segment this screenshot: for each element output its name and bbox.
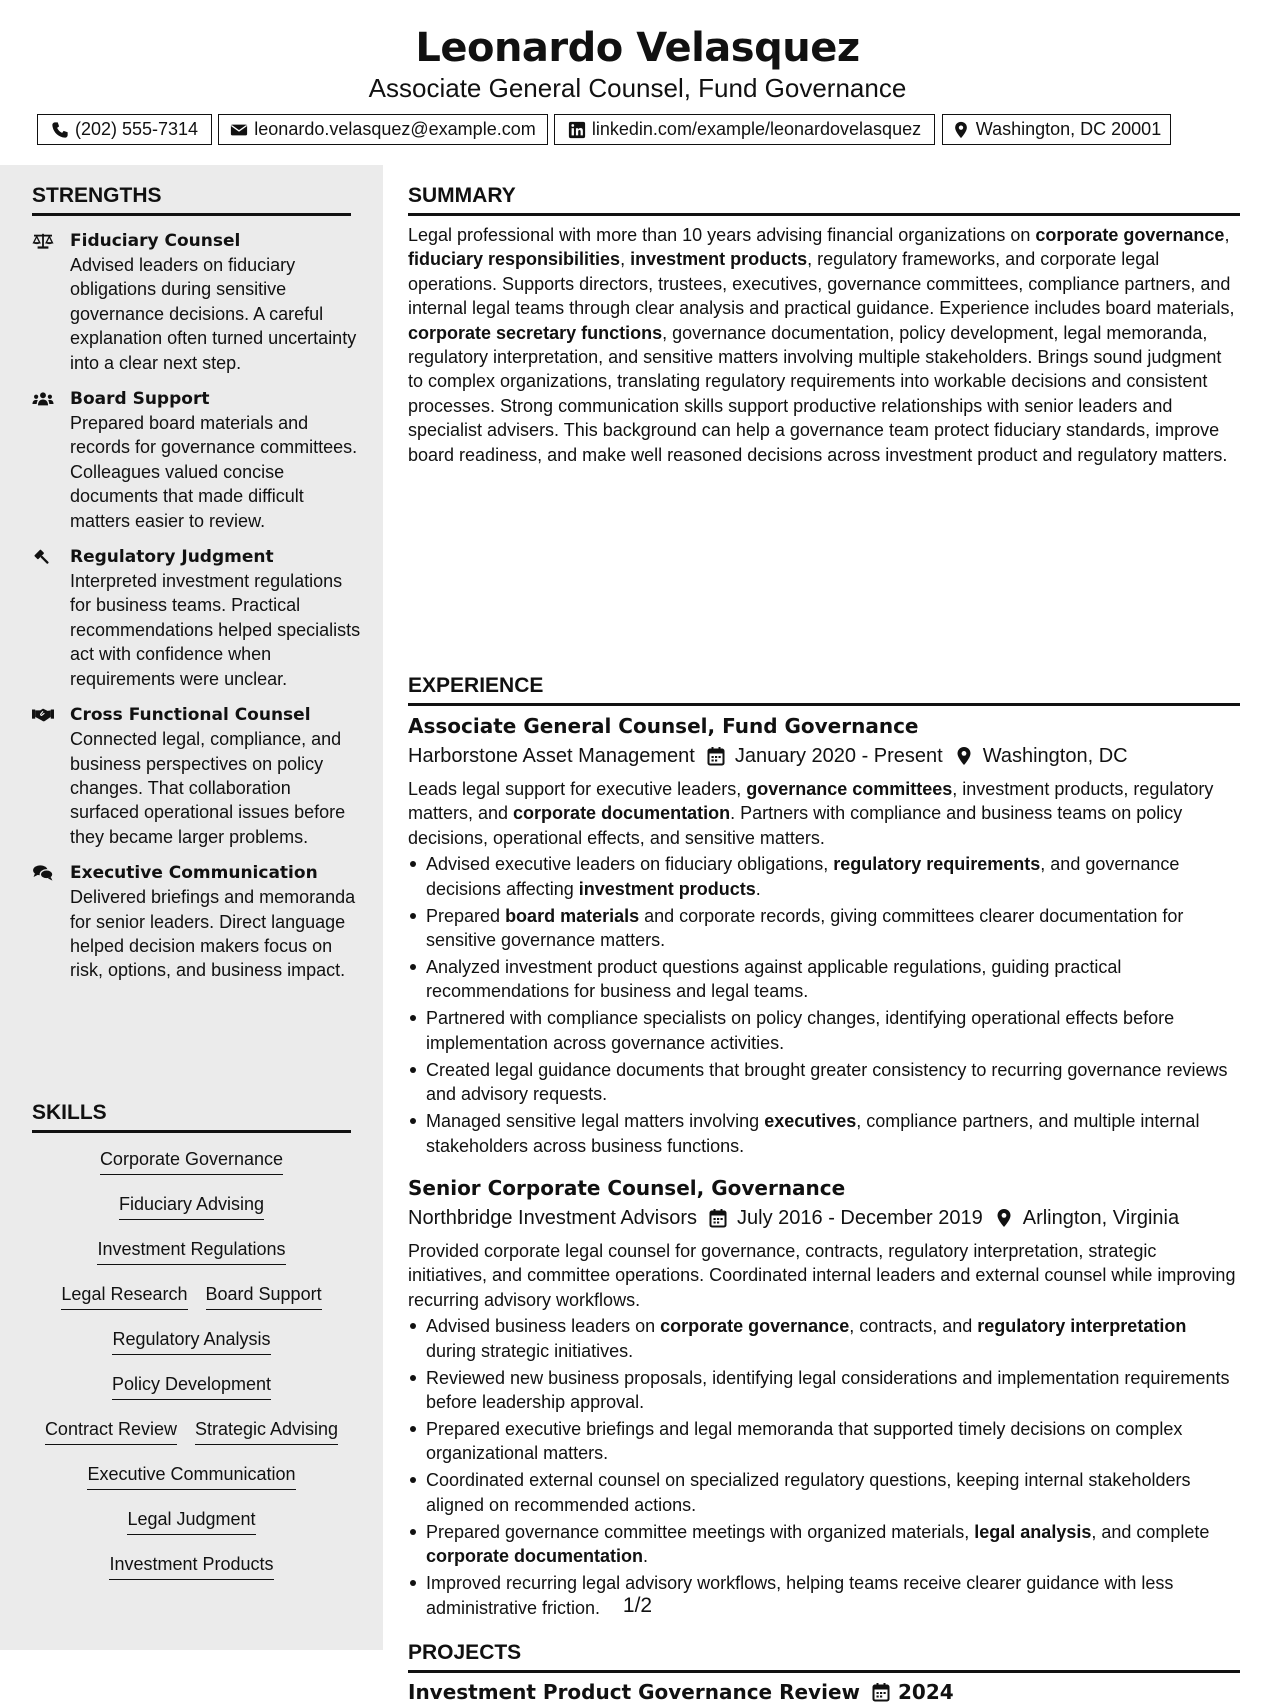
summary-heading: SUMMARY	[408, 183, 1240, 216]
emphasis: fiduciary responsibilities	[408, 249, 621, 270]
strength-title: Board Support	[70, 389, 210, 410]
gavel-icon	[32, 548, 54, 566]
calendar-icon	[707, 746, 725, 766]
job-bullet: Prepared governance committee meetings with organized materials, legal analysis, and complete corporate documentation.	[408, 1520, 1240, 1569]
emphasis: corporate documentation	[513, 803, 731, 824]
resume-header	[0, 0, 1275, 165]
projects-heading: PROJECTS	[408, 1640, 1240, 1673]
emphasis: legal analysis	[974, 1521, 1092, 1542]
emphasis: board materials	[505, 905, 640, 926]
skill-tag: Investment Regulations	[97, 1238, 285, 1265]
page-number: 1/2	[622, 1594, 653, 1617]
emphasis: corporate secretary functions	[408, 322, 663, 343]
users-icon	[32, 390, 54, 408]
calendar-icon	[872, 1682, 890, 1702]
job-bullet: Prepared board materials and corporate records, giving committees clearer documentation for sensitive governance matters.	[408, 904, 1240, 953]
handshake-icon	[32, 706, 54, 724]
skill-tag: Fiduciary Advising	[119, 1193, 264, 1220]
strength-item	[32, 861, 362, 983]
phone-icon	[51, 121, 69, 139]
emphasis: corporate governance	[1035, 225, 1225, 245]
skill-tag: Strategic Advising	[195, 1418, 338, 1445]
contact-linkedin[interactable]	[554, 114, 935, 145]
skill-tag: Regulatory Analysis	[112, 1328, 270, 1355]
job-dates: January 2020 - Present	[734, 745, 943, 767]
strength-text: Prepared board materials and records for governance committees. Colleagues valued concise documents that made difficult matters easier to review.	[70, 413, 358, 531]
strength-item	[32, 229, 362, 375]
strength-title: Cross Functional Counsel	[70, 705, 311, 726]
strength-text: Connected legal, compliance, and business perspectives on policy changes. That collaboration surfaced operational issues before they became larger problems.	[70, 729, 346, 847]
job-entry	[408, 712, 1240, 1161]
skill-tag: Legal Research	[61, 1283, 187, 1310]
project-entry	[408, 1678, 954, 1706]
emphasis: investment products	[578, 878, 756, 899]
job-company: Northbridge Investment Advisors	[408, 1207, 698, 1229]
skill-tag: Board Support	[206, 1283, 322, 1310]
strength-item	[32, 545, 362, 691]
emphasis: corporate governance	[660, 1316, 850, 1337]
job-description: Provided corporate legal counsel for governance, contracts, regulatory interpretation, strategic initiatives, and committee operations. Coordinated internal leaders and external counsel while improving recurring advisory workflows.	[408, 1241, 1236, 1310]
skill-tag: Contract Review	[45, 1418, 177, 1445]
job-bullet: Advised executive leaders on fiduciary obligations, regulatory requirements, and governance decisions affecting investment products.	[408, 852, 1240, 901]
contact-email[interactable]	[218, 114, 548, 145]
scale-icon	[32, 232, 54, 250]
job-company: Harborstone Asset Management	[408, 745, 695, 767]
phone-text: (202) 555-7314	[74, 119, 199, 139]
skill-tag: Legal Judgment	[127, 1508, 255, 1535]
experience-heading: EXPERIENCE	[408, 673, 1240, 706]
skill-tag: Investment Products	[109, 1553, 273, 1580]
emphasis: executives	[764, 1111, 857, 1132]
strengths-list	[32, 229, 362, 995]
summary-paragraph: Legal professional with more than 10 years advising financial organizations on corporate governance, fiduciary responsibilities, investment products, regulatory frameworks, and corporate legal operations. Supports directors, trustees, executives, governance committees, compliance partners, and internal legal teams through clear analysis and practical guidance. Experience includes board materials, corporate secretary functions, governance documentation, policy development, legal memoranda, regulatory interpretation, and sensitive matters involving multiple stakeholders. Brings sound judgment to complex organizations, translating regulatory requirements into workable decisions and consistent processes. Strong communication skills support productive relationships with senior leaders and specialist advisers. This background can help a governance team protect fiduciary standards, improve board readiness, and make well reasoned decisions across investment product and regulatory matters.	[408, 225, 1235, 465]
job-bullet: Prepared executive briefings and legal memoranda that supported timely decisions on complex organizational matters.	[408, 1417, 1240, 1466]
strength-item	[32, 387, 362, 533]
strengths-heading: STRENGTHS	[32, 183, 351, 216]
project-title: Investment Product Governance Review	[408, 1680, 860, 1704]
contact-location	[942, 114, 1171, 145]
job-bullet: Managed sensitive legal matters involving executives, compliance partners, and multiple internal stakeholders across business functions.	[408, 1109, 1240, 1158]
job-meta	[408, 1203, 1240, 1233]
job-dates: July 2016 - December 2019	[737, 1207, 983, 1229]
job-entry	[408, 1174, 1240, 1623]
job-title: Associate General Counsel, Fund Governance	[408, 714, 919, 738]
emphasis: corporate documentation	[426, 1546, 644, 1567]
location-text: Washington, DC 20001	[975, 119, 1162, 139]
job-bullet: Advised business leaders on corporate governance, contracts, and regulatory interpretation during strategic initiatives.	[408, 1314, 1240, 1363]
job-bullets	[408, 1314, 1240, 1620]
linkedin-icon	[568, 121, 586, 139]
skills-heading: SKILLS	[32, 1100, 351, 1133]
job-bullet: Improved recurring legal advisory workflows, helping teams receive clearer guidance with less administrative friction.	[408, 1571, 1240, 1620]
job-bullet: Coordinated external counsel on specialized regulatory questions, keeping internal stakeholders aligned on recommended actions.	[408, 1468, 1240, 1517]
project-year: 2024	[897, 1680, 954, 1704]
map-pin-icon	[952, 121, 970, 139]
linkedin-text: linkedin.com/example/leonardovelasquez	[591, 119, 922, 139]
email-text: leonardo.velasquez@example.com	[254, 119, 536, 139]
strength-title: Regulatory Judgment	[70, 547, 274, 568]
map-pin-icon	[995, 1208, 1013, 1228]
calendar-icon	[709, 1208, 727, 1228]
emphasis: regulatory requirements	[833, 854, 1041, 875]
job-bullets	[408, 852, 1240, 1158]
job-meta	[408, 741, 1240, 771]
job-bullet: Analyzed investment product questions against applicable regulations, guiding practical recommendations for business and legal teams.	[408, 955, 1240, 1004]
job-location: Arlington, Virginia	[1022, 1207, 1180, 1229]
comments-icon	[32, 864, 54, 882]
contact-phone[interactable]	[37, 114, 212, 145]
job-bullet: Reviewed new business proposals, identifying legal considerations and implementation requirements before leadership approval.	[408, 1366, 1240, 1415]
emphasis: governance committees	[746, 779, 953, 799]
strength-item	[32, 703, 362, 849]
sidebar	[0, 165, 383, 1650]
strength-title: Executive Communication	[70, 863, 318, 884]
job-bullet: Created legal guidance documents that brought greater consistency to recurring governance reviews and advisory requests.	[408, 1058, 1240, 1107]
job-bullet: Partnered with compliance specialists on policy changes, identifying operational effects before implementation across governance activities.	[408, 1006, 1240, 1055]
job-description: Leads legal support for executive leaders, governance committees, investment products, regulatory matters, and corporate documentation. Partners with compliance and business teams on policy decisions, operational effects, and sensitive matters.	[408, 779, 1214, 848]
skill-tag: Policy Development	[112, 1373, 271, 1400]
job-location: Washington, DC	[982, 745, 1128, 767]
candidate-title: Associate General Counsel, Fund Governance	[368, 73, 907, 103]
strength-text: Interpreted investment regulations for business teams. Practical recommendations helped specialists act with confidence when requirements were unclear.	[70, 571, 361, 689]
envelope-icon	[230, 121, 248, 139]
candidate-name: Leonardo Velasquez	[415, 25, 860, 71]
emphasis: regulatory interpretation	[977, 1316, 1187, 1337]
map-pin-icon	[955, 746, 973, 766]
job-title: Senior Corporate Counsel, Governance	[408, 1176, 846, 1200]
strength-text: Delivered briefings and memoranda for senior leaders. Direct language helped decision makers focus on risk, options, and business impact.	[70, 887, 356, 981]
skill-tag: Executive Communication	[87, 1463, 295, 1490]
skill-tag: Corporate Governance	[100, 1148, 283, 1175]
skills-list	[30, 1148, 353, 1598]
strength-text: Advised leaders on fiduciary obligations during sensitive governance decisions. A careful explanation often turned uncertainty into a clear next step.	[70, 255, 357, 373]
emphasis: investment products	[630, 249, 808, 270]
strength-title: Fiduciary Counsel	[70, 231, 241, 251]
